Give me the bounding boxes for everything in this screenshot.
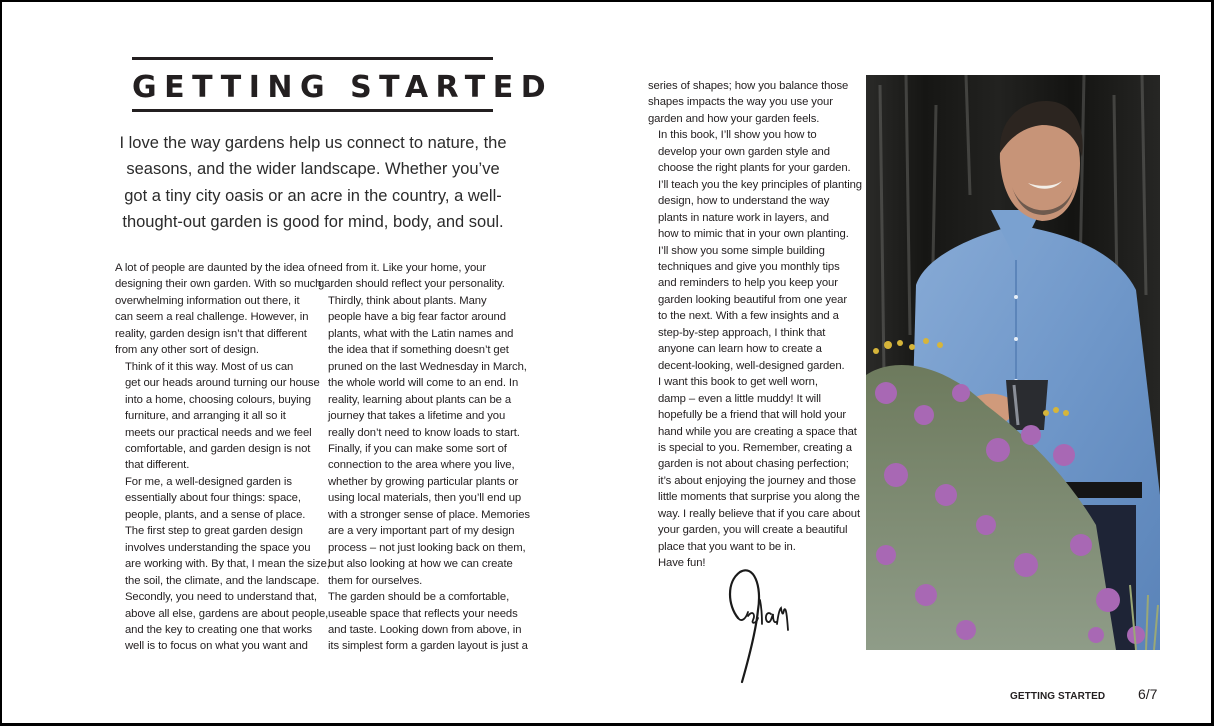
text-line: choose the right plants for your garden.: [658, 162, 851, 175]
text-line: is special to you. Remember, creating a: [658, 441, 852, 454]
heading-bottom-rule: [132, 109, 493, 112]
text-line: useable space that reflects your needs: [328, 607, 518, 620]
page-number: 6/7: [1138, 686, 1158, 702]
text-line: Finally, if you can make some sort of: [328, 442, 507, 455]
text-line: plants, what with the Latin names and: [328, 327, 514, 340]
book-spread: [2, 2, 1211, 723]
text-line: Have fun!: [658, 557, 706, 570]
text-line: anyone can learn how to create a: [658, 343, 822, 356]
text-line: comfortable, and garden design is not: [125, 442, 311, 455]
text-line: designing their own garden. With so much: [115, 278, 322, 291]
intro-paragraph: I love the way gardens help us connect to nature, the seasons, and the wider landscape. Whether you’ve got a tiny city oasis or an acre in the country, a well-thought-out garden is good for mind, body, and soul.: [119, 134, 507, 231]
text-line: connection to the area where you live,: [328, 459, 515, 472]
text-line: can seem a real challenge. However, in: [115, 311, 309, 324]
signature-icon: [716, 568, 796, 684]
text-line: Secondly, you need to understand that,: [125, 591, 317, 604]
text-line: garden should reflect your personality.: [318, 278, 505, 291]
body-paragraph: [318, 441, 530, 589]
body-paragraph: [318, 260, 514, 293]
text-line: your garden, you will create a beautiful: [658, 524, 848, 537]
text-line: I’ll teach you the key principles of planting: [658, 178, 862, 191]
text-line: using local materials, then you’ll end up: [328, 492, 522, 505]
text-line: them for ourselves.: [328, 574, 423, 587]
body-paragraph: [648, 127, 862, 374]
text-line: process – not just looking back on them,: [328, 541, 526, 554]
text-line: series of shapes; how you balance those: [648, 80, 849, 92]
text-line: reality, learning about plants can be a: [328, 393, 512, 406]
text-line: reality, garden design isn’t that different: [115, 327, 307, 340]
text-line: essentially about four things: space,: [125, 492, 301, 505]
text-line: I want this book to get well worn,: [658, 376, 818, 389]
text-line: Think of it this way. Most of us can: [125, 360, 294, 373]
author-photo: [866, 75, 1160, 650]
text-line: but also looking at how we can create: [328, 558, 513, 571]
text-line: really don’t need to know loads to start.: [328, 426, 520, 439]
body-paragraph: [115, 474, 311, 523]
body-paragraph: [115, 589, 329, 655]
body-paragraph: [648, 78, 848, 127]
text-line: step-by-step approach, I think that: [658, 326, 826, 339]
text-line: the idea that if something doesn’t get: [328, 344, 509, 357]
text-line: people have a big fear factor around: [328, 311, 506, 324]
body-paragraph: [115, 260, 322, 359]
text-line: are a very important part of my design: [328, 525, 515, 538]
text-line: the whole world will come to an end. In: [328, 377, 519, 390]
text-line: plants in nature work in layers, and: [658, 211, 829, 224]
text-line: involves understanding the space you: [125, 541, 311, 554]
text-line: design, how to understand the way: [658, 195, 830, 208]
text-line: into a home, choosing colours, buying: [125, 393, 311, 406]
body-column-1: [115, 260, 330, 655]
text-line: garden looking beautiful from one year: [658, 293, 847, 306]
body-paragraph: [115, 523, 330, 589]
text-line: from any other sort of design.: [115, 344, 259, 357]
text-line: meets our practical needs and we feel: [125, 426, 312, 439]
text-line: with a stronger sense of place. Memories: [328, 508, 530, 521]
text-line: need from it. Like your home, your: [318, 262, 487, 274]
text-line: hand while you are creating a space that: [658, 425, 857, 438]
heading-top-rule: [132, 57, 493, 60]
author-photo-illustration: [866, 75, 1160, 650]
text-line: overwhelming information out there, it: [115, 294, 300, 307]
text-line: above all else, gardens are about people,: [125, 607, 329, 620]
text-line: The first step to great garden design: [125, 525, 303, 538]
text-line: techniques and give you monthly tips: [658, 260, 840, 273]
text-line: pruned on the last Wednesday in March,: [328, 360, 527, 373]
text-line: well is to focus on what you want and: [125, 640, 308, 653]
text-line: decent-looking, well-designed garden.: [658, 359, 845, 372]
body-column-3: [648, 78, 862, 572]
text-line: furniture, and arranging it all so it: [125, 410, 286, 423]
text-line: it’s about enjoying the journey and those: [658, 474, 856, 487]
text-line: garden is not about chasing perfection;: [658, 458, 849, 471]
text-line: people, plants, and a sense of place.: [125, 508, 306, 521]
text-line: garden and how your garden feels.: [648, 112, 820, 125]
body-paragraph: [648, 374, 860, 555]
text-line: The garden should be a comfortable,: [328, 591, 510, 604]
body-paragraph: [115, 359, 320, 474]
text-line: and taste. Looking down from above, in: [328, 623, 522, 636]
text-line: the soil, the climate, and the landscape.: [125, 574, 320, 587]
text-line: how to mimic that in your own planting.: [658, 228, 849, 241]
text-line: to the next. With a few insights and a: [658, 310, 839, 323]
text-line: that different.: [125, 459, 190, 472]
text-line: A lot of people are daunted by the idea of: [115, 262, 317, 274]
text-line: Thirdly, think about plants. Many: [328, 294, 487, 307]
text-line: For me, a well-designed garden is: [125, 475, 292, 488]
page-title: GETTING STARTED: [132, 70, 554, 105]
text-line: journey that takes a lifetime and you: [328, 410, 506, 423]
text-line: little moments that surprise you along the: [658, 491, 860, 504]
text-line: develop your own garden style and: [658, 145, 830, 158]
text-line: and reminders to help you keep your: [658, 277, 838, 290]
body-paragraph: [318, 589, 528, 655]
text-line: get our heads around turning our house: [125, 377, 320, 390]
text-line: hopefully be a friend that will hold your: [658, 409, 847, 422]
text-line: I’ll show you some simple building: [658, 244, 825, 257]
text-line: way. I really believe that if you care about: [658, 507, 860, 520]
text-line: and the key to creating one that works: [125, 623, 313, 636]
text-line: In this book, I’ll show you how to: [658, 129, 817, 142]
text-line: are working with. By that, I mean the size,: [125, 558, 330, 571]
text-line: damp – even a little muddy! It will: [658, 392, 821, 405]
body-paragraph: [318, 293, 527, 441]
text-line: shapes impacts the way you use your: [648, 96, 833, 109]
body-column-2: [318, 260, 530, 655]
text-line: place that you want to be in.: [658, 540, 796, 553]
text-line: whether by growing particular plants or: [328, 475, 519, 488]
running-title: GETTING STARTED: [1010, 691, 1106, 702]
text-line: its simplest form a garden layout is just a: [328, 640, 528, 653]
